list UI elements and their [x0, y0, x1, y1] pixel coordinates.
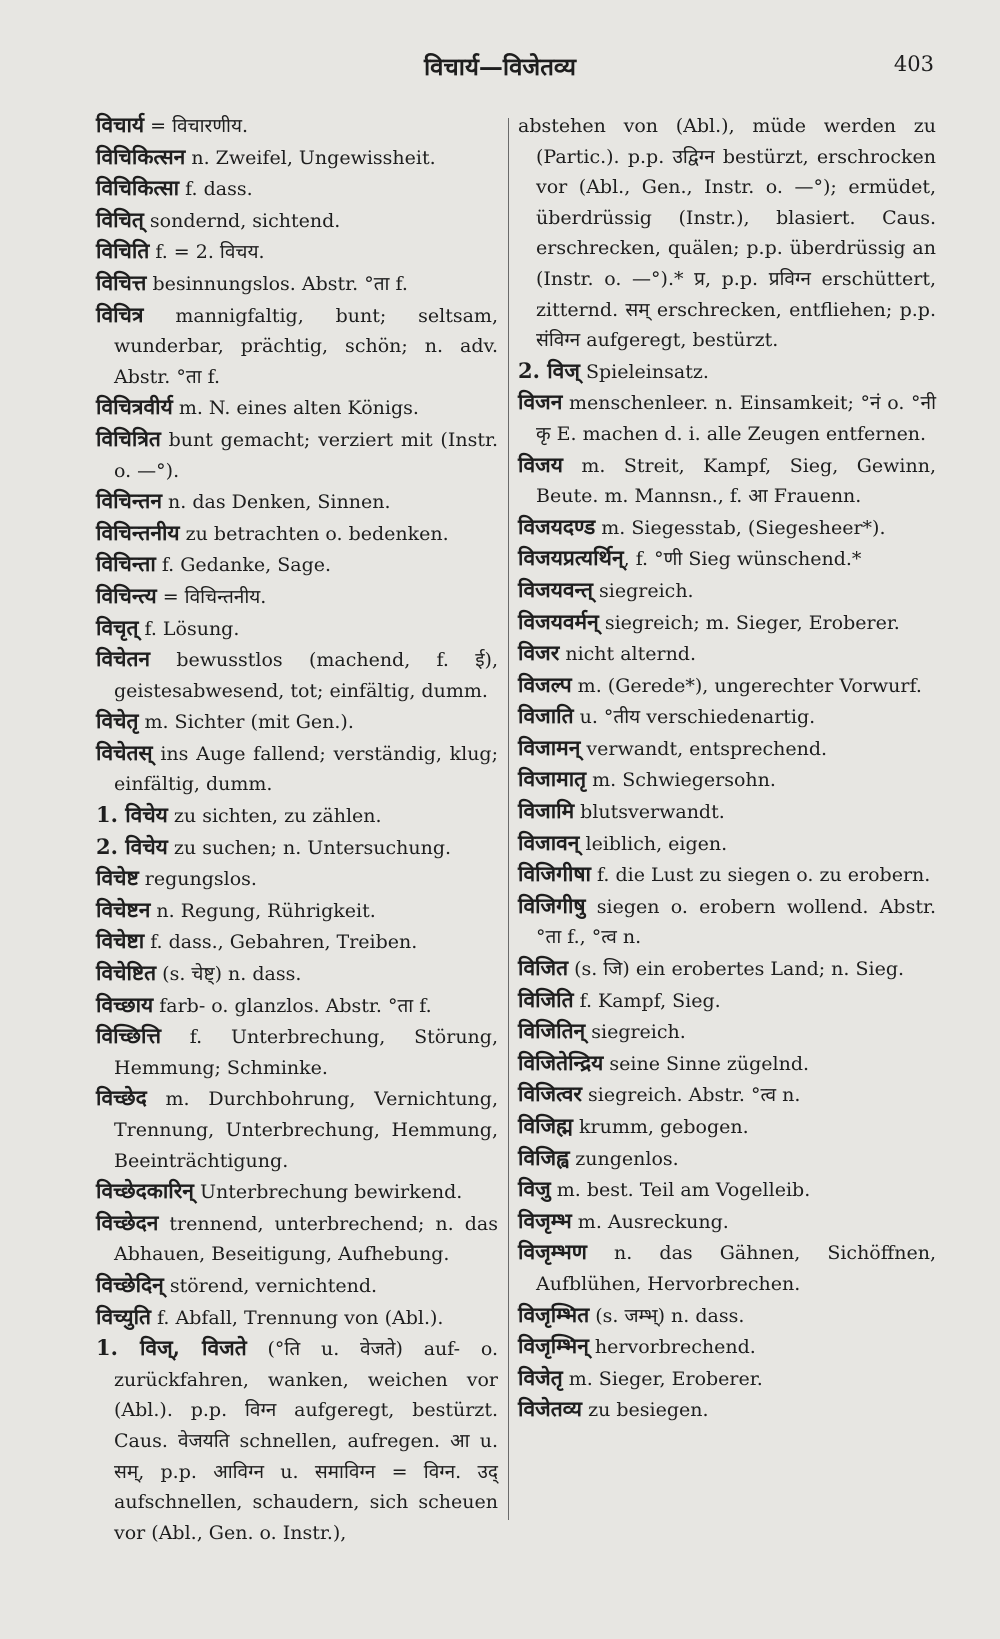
dictionary-entry: [518, 1048, 936, 1080]
dictionary-entry: [96, 990, 498, 1022]
headword: 2. विज्: [518, 357, 580, 383]
dictionary-entry: [96, 173, 498, 205]
definition: Unterbrechung bewirkend.: [193, 1181, 463, 1204]
headword: विजल्प: [518, 671, 572, 697]
headword: विचिति: [96, 238, 150, 264]
dictionary-entry: [96, 1021, 498, 1083]
definition: sondernd, sichtend.: [143, 209, 341, 232]
headword: विजिगीषा: [518, 861, 591, 887]
headword: विचेतृ: [96, 708, 139, 734]
definition: f. dass.: [179, 178, 253, 201]
definition: zu sichten, zu zählen.: [167, 805, 382, 828]
dictionary-entry: [518, 828, 936, 860]
headword: विचृत्: [96, 614, 139, 640]
dictionary-entry: [96, 142, 498, 174]
definition: = विचारणीय.: [144, 115, 249, 137]
dictionary-entry: [96, 613, 498, 645]
headword: विजय: [518, 451, 563, 477]
headword: विजित: [518, 955, 569, 981]
headword: विचिन्तन: [96, 488, 162, 514]
dictionary-entry: [518, 1079, 936, 1111]
headword: विजितिन्: [518, 1018, 586, 1044]
headword: विजितेन्द्रिय: [518, 1049, 604, 1075]
definition: besinnungslos. Abstr. °ता f.: [146, 272, 408, 295]
definition: f. dass., Gebahren, Treiben.: [144, 931, 418, 954]
headword: विजिति: [518, 986, 574, 1012]
dictionary-entry: [518, 1016, 936, 1048]
definition: farb- o. glanzlos. Abstr. °ता f.: [153, 994, 432, 1017]
headword: विजेतृ: [518, 1364, 563, 1390]
dictionary-entry: [96, 300, 498, 393]
headword: विजामातृ: [518, 766, 587, 792]
headword: विजेतव्य: [518, 1396, 583, 1422]
headword: विजावन्: [518, 829, 580, 855]
definition: m. N. eines alten Königs.: [172, 397, 419, 420]
definition: zungenlos.: [569, 1147, 679, 1170]
headword: विच्छेदन: [96, 1209, 159, 1235]
dictionary-entry: [96, 1270, 498, 1302]
definition: regungslos.: [138, 868, 257, 891]
page-number: 403: [893, 52, 934, 76]
definition: Spieleinsatz.: [579, 360, 709, 383]
headword: विजृम्भित: [518, 1301, 590, 1327]
definition: m. Sieger, Eroberer.: [562, 1367, 763, 1390]
headword: विजयप्रत्यर्थिन्: [518, 545, 624, 571]
dictionary-entry: [518, 1206, 936, 1238]
definition: mannigfaltig, bunt; seltsam, wunderbar, prächtig, schön; n. adv. Abstr. °ता f.: [114, 304, 498, 388]
headword: विजु: [518, 1176, 551, 1202]
definition: zu betrachten o. bedenken.: [179, 522, 449, 545]
definition: m. Siegesstab, (Siegesheer*).: [595, 516, 886, 539]
definition: siegreich. Abstr. °त्व n.: [581, 1084, 801, 1107]
headword: विचिकित्सा: [96, 175, 180, 201]
headword: विचेतस्: [96, 739, 153, 765]
headword: 1. विचेय: [96, 802, 168, 828]
headword: विचिन्ता: [96, 551, 156, 577]
definition: m. Streit, Kampf, Sieg, Gewinn, Beute. m. Mannsn., f. आ Frauenn.: [536, 454, 936, 508]
headword: 2. विचेय: [96, 833, 168, 859]
headword: विच्छेदकारिन्: [96, 1178, 194, 1204]
definition: abstehen von (Abl.), müde werden zu (Partic.). p.p. उद्विग्न bestürzt, erschrocken vor (Abl., Gen., Instr. o. —°); ermüdet, überdrüssig (Instr.), blasiert. Caus. erschrecken, quälen; p.p. überdrüssig an (Instr. o. —°).* प्र, p.p. प्रविग्न erschüttert, zitternd. सम् erschrecken, entfliehen; p.p. संविग्न aufgeregt, bestürzt.: [518, 115, 936, 352]
dictionary-entry: [518, 985, 936, 1017]
dictionary-entry: [518, 701, 936, 733]
definition: f. Gedanke, Sage.: [155, 554, 332, 577]
dictionary-entry: [96, 486, 498, 518]
dictionary-entry: [518, 1331, 936, 1363]
running-header: [0, 46, 1000, 86]
headword: विच्छेद: [96, 1085, 147, 1111]
definition: leiblich, eigen.: [579, 832, 728, 855]
headword: विजर: [518, 640, 560, 666]
headword: विचेष्टा: [96, 928, 145, 954]
definition: trennend, unterbrechend; n. das Abhauen, Beseitigung, Aufhebung.: [114, 1212, 498, 1266]
dictionary-entry: [518, 575, 936, 607]
dictionary-entry: [96, 926, 498, 958]
definition: n. das Denken, Sinnen.: [161, 491, 391, 514]
definition: f. die Lust zu siegen o. zu erobern.: [590, 864, 931, 887]
headword: विचार्य: [96, 112, 145, 137]
definition: m. Ausreckung.: [571, 1210, 729, 1233]
headword: विजामि: [518, 798, 575, 824]
dictionary-entry: [518, 387, 936, 449]
dictionary-entry: [518, 1394, 936, 1426]
dictionary-entry: [96, 895, 498, 927]
definition: siegreich.: [585, 1021, 686, 1044]
dictionary-entry: [96, 863, 498, 895]
headword: विच्छाय: [96, 991, 154, 1017]
dictionary-entry: [518, 543, 936, 575]
definition: m. best. Teil am Vogelleib.: [550, 1179, 811, 1202]
dictionary-entry: [518, 733, 936, 765]
definition: hervorbrechend.: [588, 1336, 756, 1359]
definition: (°ति u. वेजते) auf- o. zurückfahren, wanken, weichen vor (Abl.). p.p. विग्न aufgeregt, bestürzt. Caus. वेजयति schnellen, aufregen. आ u. सम्, p.p. आविग्न u. समाविग्न = विग्न. उद् aufschnellen, schaudern, sich scheuen vor (Abl., Gen. o. Instr.),: [114, 1338, 498, 1544]
definition: = विचिन्तनीय.: [156, 585, 267, 608]
definition: f. Abfall, Trennung von (Abl.).: [151, 1306, 444, 1329]
headword: विजिह्म: [518, 1113, 573, 1138]
dictionary-entry: [96, 1302, 498, 1334]
definition: siegreich; m. Sieger, Eroberer.: [598, 611, 900, 634]
dictionary-entry: [96, 581, 498, 613]
dictionary-entry: [96, 549, 498, 581]
headword: विचेष्टित: [96, 960, 157, 986]
headword: विजन: [518, 389, 563, 415]
dictionary-entry: [96, 644, 498, 706]
definition: zu besiegen.: [582, 1399, 709, 1422]
dictionary-entry: [96, 110, 498, 142]
dictionary-entry: [518, 1300, 936, 1332]
dictionary-entry: [96, 706, 498, 738]
definition: (s. जि) ein erobertes Land; n. Sieg.: [568, 958, 905, 981]
dictionary-entry: [96, 518, 498, 550]
definition: (s. जम्भ्) n. dass.: [589, 1304, 745, 1327]
definition: siegreich.: [593, 579, 694, 602]
dictionary-entry: [96, 392, 498, 424]
headword: विच्छेदिन्: [96, 1271, 164, 1297]
dictionary-entry: [96, 958, 498, 990]
definition: m. (Gerede*), ungerechter Vorwurf.: [571, 674, 922, 697]
dictionary-entry: [518, 607, 936, 639]
dictionary-entry: [96, 205, 498, 237]
definition: n. Regung, Rührigkeit.: [150, 899, 376, 922]
headword: विचित्त: [96, 269, 147, 295]
definition: m. Sichter (mit Gen.).: [138, 711, 354, 734]
dictionary-entry: [518, 512, 936, 544]
headword: विजयदण्ड: [518, 513, 596, 539]
dictionary-entry: [96, 1176, 498, 1208]
definition: f. Kampf, Sieg.: [573, 989, 721, 1012]
headword: विजृम्भण: [518, 1239, 587, 1265]
definition: u. °तीय verschiedenartig.: [573, 706, 816, 729]
headword: विजिगीषु: [518, 892, 586, 918]
headword: विच्छित्ति: [96, 1023, 161, 1049]
headword: विचेष्ट: [96, 865, 139, 891]
headword: विजृम्भ: [518, 1207, 572, 1233]
definition: n. das Gähnen, Sichöffnen, Aufblühen, Hervorbrechen.: [536, 1242, 936, 1295]
dictionary-entry: [96, 738, 498, 800]
right-column: [518, 110, 936, 1426]
dictionary-entry: [518, 1363, 936, 1395]
dictionary-entry: [518, 891, 936, 953]
headword: विच्युति: [96, 1303, 152, 1329]
dictionary-entry: [96, 424, 498, 486]
definition: zu suchen; n. Untersuchung.: [167, 836, 452, 859]
headword: 1. विज्, विजते: [96, 1335, 247, 1361]
headword: विजाति: [518, 703, 574, 729]
dictionary-entry: [518, 110, 936, 356]
dictionary-entry: [96, 1083, 498, 1176]
dictionary-entry: [96, 1333, 498, 1548]
dictionary-entry: [518, 1111, 936, 1143]
headword: विचित्रवीर्य: [96, 394, 173, 420]
dictionary-entry: [518, 859, 936, 891]
definition: , f. °णी Sieg wünschend.*: [623, 548, 862, 571]
left-column: [96, 110, 498, 1548]
definition: bewusstlos (machend, f. ई), geistesabwesend, tot; einfältig, dumm.: [114, 649, 498, 702]
headword: विचेष्टन: [96, 896, 151, 922]
dictionary-entry: [96, 1208, 498, 1270]
definition: f. Lösung.: [138, 617, 240, 640]
definition: (s. चेष्ट्) n. dass.: [156, 963, 302, 986]
dictionary-entry: [96, 832, 498, 864]
definition: menschenleer. n. Einsamkeit; °नं o. °नी कृ E. machen d. i. alle Zeugen entfernen.: [536, 392, 936, 445]
headword: विचिकित्सन: [96, 143, 186, 169]
definition: verwandt, entsprechend.: [580, 737, 828, 760]
headword: विचित्रित: [96, 425, 161, 451]
definition: ins Auge fallend; verständig, klug; einfältig, dumm.: [114, 742, 498, 796]
dictionary-entry: [518, 764, 936, 796]
dictionary-entry: [518, 1174, 936, 1206]
definition: nicht alternd.: [559, 643, 697, 666]
definition: krumm, gebogen.: [572, 1116, 749, 1138]
headword: विजामन्: [518, 734, 581, 760]
dictionary-entry: [518, 1143, 936, 1175]
dictionary-entry: [518, 670, 936, 702]
definition: m. Durchbohrung, Vernichtung, Trennung, Unterbrechung, Hemmung, Beeinträchtigung.: [114, 1088, 498, 1172]
headword: विचिन्त्य: [96, 582, 157, 608]
headword: विचित्: [96, 206, 144, 232]
dictionary-entry: [518, 638, 936, 670]
headword: विचेतन: [96, 646, 151, 672]
definition: seine Sinne zügelnd.: [603, 1052, 810, 1075]
definition: n. Zweifel, Ungewissheit.: [185, 146, 436, 169]
definition: bunt gemacht; verziert mit (Instr. o. —°).: [114, 428, 498, 482]
dictionary-entry: [518, 953, 936, 985]
definition: m. Schwiegersohn.: [586, 769, 776, 792]
headword: विचिन्तनीय: [96, 519, 180, 545]
dictionary-entry: [518, 796, 936, 828]
dictionary-entry: [518, 356, 936, 388]
definition: blutsverwandt.: [574, 801, 725, 824]
definition: störend, vernichtend.: [163, 1274, 378, 1297]
definition: f. Unterbrechung, Störung, Hemmung; Schminke.: [114, 1026, 498, 1079]
definition: siegen o. erobern wollend. Abstr. °ता f., °त्व n.: [536, 895, 936, 949]
definition: f. = 2. विचय.: [149, 241, 265, 264]
dictionary-entry: [518, 1237, 936, 1299]
headword: विजयवन्त्: [518, 576, 593, 602]
headword: विचित्र: [96, 301, 144, 327]
headword: विजृम्भिन्: [518, 1333, 589, 1359]
dictionary-entry: [96, 236, 498, 268]
column-divider: [508, 118, 509, 1520]
dictionary-entry: [518, 450, 936, 512]
headword: विजिह्व: [518, 1144, 570, 1170]
running-title: विचार्य—विजेतव्य: [423, 52, 577, 81]
headword: विजित्वर: [518, 1081, 582, 1107]
dictionary-entry: [96, 800, 498, 832]
dictionary-entry: [96, 268, 498, 300]
headword: विजयवर्मन्: [518, 608, 599, 634]
